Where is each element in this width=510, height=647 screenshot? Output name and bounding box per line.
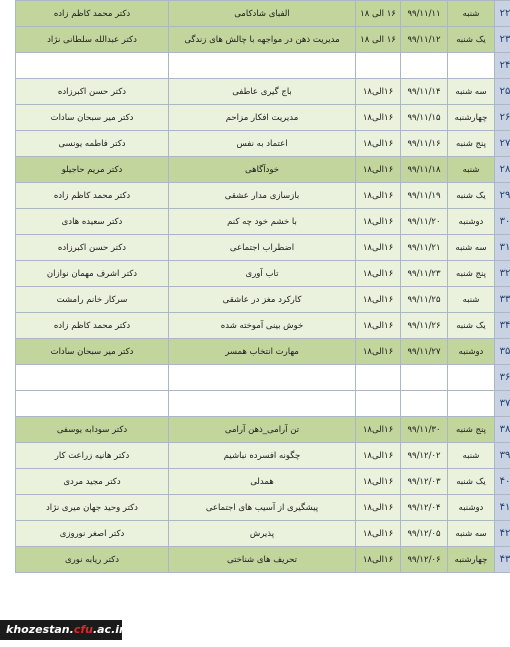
table-row [16,157,510,183]
table-row [16,1,510,27]
schedule-table [15,0,510,573]
table-row [16,417,510,443]
time-cell: ۱۶الی۱۸ [356,235,401,261]
teacher-cell: دکتر عبدالله سلطانی نژاد [16,27,169,53]
title-cell: چگونه افسرده نباشیم [169,443,356,469]
time-cell: ۱۶ الی ۱۸ [356,27,401,53]
time-cell: ۱۶ الی ۱۸ [356,1,401,27]
day-cell: شنبه [448,443,495,469]
time-cell: ۱۶الی۱۸ [356,79,401,105]
table-row [16,131,510,157]
title-cell [169,53,356,79]
day-cell: چهارشنبه [448,105,495,131]
date-cell: ۹۹/۱۲/۰۵ [401,521,448,547]
row-number: ۲۷ [495,131,510,157]
table-row [16,183,510,209]
day-cell: پنج شنبه [448,131,495,157]
day-cell [448,53,495,79]
date-cell: ۹۹/۱۲/۰۲ [401,443,448,469]
row-number: ۲۴ [495,53,510,79]
table-row [16,105,510,131]
table-row [16,27,510,53]
title-cell: اعتماد به نفس [169,131,356,157]
table-row [16,261,510,287]
table-row [16,391,510,417]
row-number: ۳۶ [495,365,510,391]
date-cell: ۹۹/۱۱/۲۷ [401,339,448,365]
day-cell: دوشنبه [448,209,495,235]
row-number: ۴۰ [495,469,510,495]
table-row [16,79,510,105]
day-cell: یک شنبه [448,183,495,209]
day-cell: پنج شنبه [448,261,495,287]
day-cell: سه شنبه [448,79,495,105]
date-cell: ۹۹/۱۱/۲۶ [401,313,448,339]
title-cell: مدیریت ذهن در مواجهه با چالش های زندگی [169,27,356,53]
title-cell: باج گیری عاطفی [169,79,356,105]
teacher-cell: دکتر محمد کاظم زاده [16,313,169,339]
date-cell [401,53,448,79]
date-cell: ۹۹/۱۲/۰۶ [401,547,448,573]
row-number: ۳۹ [495,443,510,469]
date-cell [401,391,448,417]
day-cell [448,365,495,391]
date-cell: ۹۹/۱۱/۱۴ [401,79,448,105]
teacher-cell: دکتر اشرف مهمان نوازان [16,261,169,287]
teacher-cell: دکتر مریم حاجیلو [16,157,169,183]
teacher-cell: دکتر حسن اکبرزاده [16,235,169,261]
teacher-cell: دکتر مجید مردی [16,469,169,495]
title-cell: بازسازی مدار عشقی [169,183,356,209]
title-cell: مدیریت افکار مزاحم [169,105,356,131]
title-cell: با خشم خود چه کنم [169,209,356,235]
teacher-cell: دکتر میر سبحان سادات [16,105,169,131]
time-cell: ۱۶الی۱۸ [356,131,401,157]
table-row [16,287,510,313]
day-cell: یک شنبه [448,313,495,339]
time-cell: ۱۶الی۱۸ [356,209,401,235]
schedule-table-body [16,1,510,573]
row-number: ۴۳ [495,547,510,573]
title-cell: پذیرش [169,521,356,547]
date-cell: ۹۹/۱۲/۰۴ [401,495,448,521]
day-cell: سه شنبه [448,235,495,261]
time-cell [356,391,401,417]
table-row [16,53,510,79]
day-cell: پنج شنبه [448,417,495,443]
row-number: ۳۳ [495,287,510,313]
row-number: ۲۶ [495,105,510,131]
date-cell: ۹۹/۱۱/۱۹ [401,183,448,209]
row-number: ۳۰ [495,209,510,235]
date-cell: ۹۹/۱۱/۲۱ [401,235,448,261]
title-cell: اضطراب اجتماعی [169,235,356,261]
title-cell: تن آرامی_ذهن آرامی [169,417,356,443]
title-cell: پیشگیری از آسیب های اجتماعی [169,495,356,521]
teacher-cell [16,391,169,417]
day-cell: چهارشنبه [448,547,495,573]
title-cell: همدلی [169,469,356,495]
date-cell [401,365,448,391]
row-number: ۳۴ [495,313,510,339]
day-cell: دوشنبه [448,339,495,365]
time-cell: ۱۶الی۱۸ [356,521,401,547]
row-number: ۲۲ [495,1,510,27]
date-cell: ۹۹/۱۱/۱۱ [401,1,448,27]
schedule-sheet [15,0,510,573]
time-cell [356,365,401,391]
table-row [16,235,510,261]
teacher-cell: سرکار خانم رامشت [16,287,169,313]
row-number: ۲۵ [495,79,510,105]
teacher-cell: دکتر هانیه زراعت کار [16,443,169,469]
table-row [16,469,510,495]
table-row [16,209,510,235]
teacher-cell [16,365,169,391]
row-number: ۳۱ [495,235,510,261]
date-cell: ۹۹/۱۱/۲۰ [401,209,448,235]
teacher-cell [16,53,169,79]
date-cell: ۹۹/۱۲/۰۳ [401,469,448,495]
watermark-part-2: cfu [73,623,93,636]
watermark-part-1: khozestan. [6,623,74,636]
teacher-cell: دکتر سعیده هادی [16,209,169,235]
row-number: ۳۷ [495,391,510,417]
day-cell: شنبه [448,287,495,313]
row-number: ۴۱ [495,495,510,521]
time-cell: ۱۶الی۱۸ [356,183,401,209]
title-cell: خوش بینی آموخته شده [169,313,356,339]
day-cell: سه شنبه [448,521,495,547]
time-cell: ۱۶الی۱۸ [356,417,401,443]
day-cell: یک شنبه [448,27,495,53]
teacher-cell: دکتر اصغر نوروزی [16,521,169,547]
day-cell: دوشنبه [448,495,495,521]
table-row [16,547,510,573]
day-cell: یک شنبه [448,469,495,495]
time-cell [356,53,401,79]
teacher-cell: دکتر ریابه نوری [16,547,169,573]
title-cell: کارکرد مغز در عاشقی [169,287,356,313]
date-cell: ۹۹/۱۱/۲۳ [401,261,448,287]
teacher-cell: دکتر حسن اکبرزاده [16,79,169,105]
time-cell: ۱۶الی۱۸ [356,547,401,573]
row-number: ۳۵ [495,339,510,365]
title-cell [169,365,356,391]
teacher-cell: دکتر فاطمه یونسی [16,131,169,157]
table-row [16,339,510,365]
title-cell [169,391,356,417]
time-cell: ۱۶الی۱۸ [356,495,401,521]
table-row [16,443,510,469]
date-cell: ۹۹/۱۱/۱۶ [401,131,448,157]
row-number: ۲۸ [495,157,510,183]
day-cell: شنبه [448,1,495,27]
time-cell: ۱۶الی۱۸ [356,339,401,365]
teacher-cell: دکتر میر سبحان سادات [16,339,169,365]
time-cell: ۱۶الی۱۸ [356,443,401,469]
date-cell: ۹۹/۱۱/۱۸ [401,157,448,183]
site-watermark [0,620,125,640]
teacher-cell: دکتر وحید جهان میری نژاد [16,495,169,521]
row-number: ۴۲ [495,521,510,547]
title-cell: تحریف های شناختی [169,547,356,573]
date-cell: ۹۹/۱۱/۱۵ [401,105,448,131]
date-cell: ۹۹/۱۱/۲۵ [401,287,448,313]
teacher-cell: دکتر محمد کاظم زاده [16,1,169,27]
table-row [16,495,510,521]
table-row [16,313,510,339]
title-cell: مهارت انتخاب همسر [169,339,356,365]
time-cell: ۱۶الی۱۸ [356,105,401,131]
row-number: ۲۳ [495,27,510,53]
table-row [16,365,510,391]
day-cell: شنبه [448,157,495,183]
row-number: ۳۲ [495,261,510,287]
teacher-cell: دکتر محمد کاظم زاده [16,183,169,209]
table-row [16,521,510,547]
time-cell: ۱۶الی۱۸ [356,287,401,313]
date-cell: ۹۹/۱۱/۳۰ [401,417,448,443]
teacher-cell: دکتر سودابه یوسفی [16,417,169,443]
time-cell: ۱۶الی۱۸ [356,313,401,339]
title-cell: خودآگاهی [169,157,356,183]
title-cell: تاب آوری [169,261,356,287]
day-cell [448,391,495,417]
date-cell: ۹۹/۱۱/۱۲ [401,27,448,53]
watermark-part-3: .ac.ir [92,623,125,636]
row-number: ۲۹ [495,183,510,209]
time-cell: ۱۶الی۱۸ [356,157,401,183]
row-number: ۳۸ [495,417,510,443]
title-cell: الفبای شادکامی [169,1,356,27]
time-cell: ۱۶الی۱۸ [356,469,401,495]
time-cell: ۱۶الی۱۸ [356,261,401,287]
